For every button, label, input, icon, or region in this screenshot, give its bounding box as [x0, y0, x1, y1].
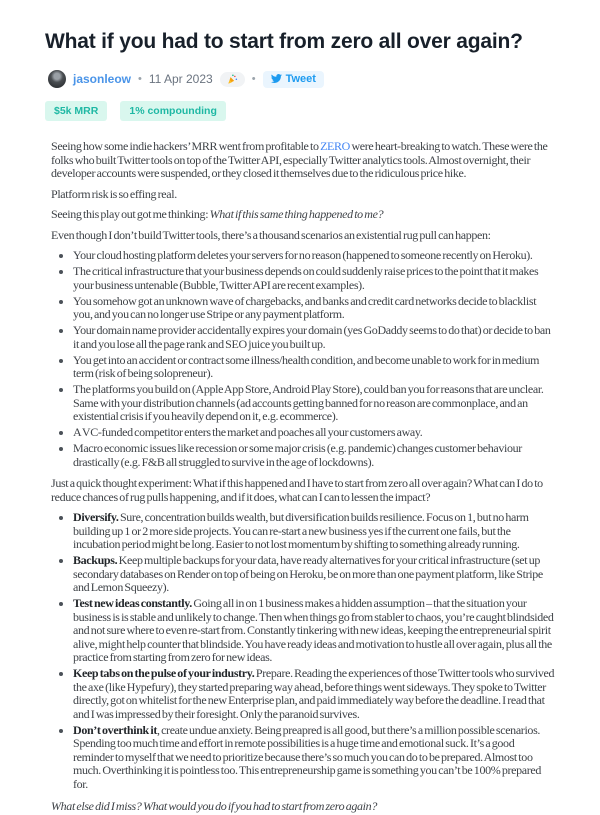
avatar[interactable]	[48, 70, 66, 88]
closing-question: What else did I miss? What would you do if you had to start from zero again?	[51, 799, 377, 813]
byline-separator-2: •	[251, 73, 256, 85]
tag-list	[45, 101, 555, 121]
paragraph-thinking-question: What if this same thing happened to me?	[209, 207, 384, 221]
tag-1pct-compounding[interactable]: 1% compounding	[120, 101, 226, 121]
paragraph-thinking-text: Seeing this play out got me thinking:	[51, 207, 210, 221]
strategy-text: Keep multiple backups for your data, have ready alternatives for your critical infrastructure (set up secondary databases on Render on top of being on Heroku, be on more than one payment platform, like Stripe and Lemon Squeezy).	[73, 553, 543, 594]
list-item: • Your domain name provider accidentally expires your domain (yes GoDaddy seems to do that) or decide to ban it and you lose all the page rank and SEO juice you built up.	[73, 324, 555, 351]
zero-link[interactable]: ZERO	[320, 139, 350, 153]
list-item: • The critical infrastructure that your business depends on could suddenly raise prices to the point that it makes your business untenable (Bubble, Twitter API are recent examples).	[73, 265, 555, 292]
list-item	[73, 724, 555, 792]
tweet-button[interactable]	[263, 71, 324, 88]
strategy-text: Prepare. Reading the experiences of those Twitter tools who survived the axe (like Hypefury), they started preparing way ahead, before things went sideways. They spoke to Twitter directly, got on whitelist for the new Enterprise plan, and paid immediately way before the deadline. I read that and I was impressed by their foresight. Only the paranoid survives.	[73, 666, 555, 721]
tag-5k-mrr[interactable]: $5k MRR	[45, 101, 107, 121]
list-item	[73, 511, 555, 552]
list-item	[73, 667, 555, 721]
paragraph-platform-risk: Platform risk is so effing real.	[51, 186, 177, 201]
list-item: • The platforms you build on (Apple App Store, Android Play Store), could ban you for reasons that are unclear. Same with your distribution channels (ad accounts getting banned for no reason are commonplace, and an existential crisis if you heavily depend on it, e.g. ecommerce).	[73, 383, 555, 424]
list-item: • You get into an accident or contract some illness/health condition, and become unable to work for in medium term (risk of being solopreneur).	[73, 354, 555, 381]
list-item: • Macro economic issues like recession or some major crisis (e.g. pandemic) changes customer behaviour drastically (e.g. F&B all struggled to survive in the age of lockdowns).	[73, 442, 555, 469]
streak-badge	[220, 72, 245, 87]
strategy-lead: Keep tabs on the pulse of your industry.	[73, 666, 255, 680]
post-body	[51, 140, 555, 814]
party-popper-icon	[227, 74, 238, 85]
list-item	[73, 597, 555, 665]
scenario-list	[51, 249, 555, 469]
twitter-bird-icon	[271, 73, 282, 84]
strategy-text: Sure, concentration builds wealth, but diversification builds resilience. Focus on 1, but no harm building up 1 or 2 more side projects. You can re-start a new business yes if the current one fails, but the incubation period might be long. Easier to not lost momentum by shifting to something already running.	[73, 510, 529, 551]
strategy-lead: Backups.	[73, 553, 118, 567]
paragraph-intro-text-2: were heart-breaking to watch. These were the folks who built Twitter tools on top of the Twitter API, especially Twitter analytics tools. Almost overnight, their developer accounts were suspended, or they closed it themselves due to the ridiculous price hike.	[51, 139, 548, 180]
list-item: • A VC-funded competitor enters the market and poaches all your customers away.	[73, 426, 555, 440]
paragraph-scenarios-lead: Even though I don’t build Twitter tools, there’s a thousand scenarios an existential rug pull can happen:	[51, 227, 491, 242]
post-date: 11 Apr 2023	[148, 72, 213, 86]
paragraph-thought-experiment: Just a quick thought experiment: What if this happened and I have to start from zero all over again? What can I do to reduce chances of rug pulls happening, and if it does, what can I can to lessen the impact?	[51, 476, 543, 504]
list-item: • You somehow got an unknown wave of chargebacks, and banks and credit card networks decide to blacklist you, and you can no longer use Stripe or any payment platform.	[73, 295, 555, 322]
paragraph-closing	[51, 800, 555, 814]
list-item	[73, 554, 555, 595]
strategy-lead: Diversify.	[73, 510, 119, 524]
strategy-list	[51, 511, 555, 791]
byline	[48, 70, 555, 88]
strategy-text: , create undue anxiety. Being preapred is all good, but there’s a million possible scenarios. Spending too much time and effort in remote possibilities is a huge time and emotional suck. It’s a good reminder to myself that we need to prioritize because there’s so much you can do to be prepared. Almost too much. Overthinking it is pointless too. This entrepreneurship game is something you can’t be 100% prepared for.	[73, 722, 542, 791]
byline-separator: •	[138, 73, 142, 85]
author-link[interactable]: jasonleow	[73, 72, 132, 86]
tweet-button-label: Tweet	[285, 72, 316, 85]
strategy-text: Going all in on 1 business makes a hidden assumption – that the situation your business is is stable and unlikely to change. Then when things go from stabler to chaos, you’re caught blindsided and not sure where to even re-start from. Constantly tinkering with new ideas, keeping the entrepreneurial spirit alive, might help counter that blindside. You have ready ideas and motivation to hustle all over again, plus all the practice from starting from zero for new ideas.	[73, 596, 554, 664]
paragraph-thinking	[51, 208, 555, 222]
list-item: • Your cloud hosting platform deletes your servers for no reason (happened to someone recently on Heroku).	[73, 249, 555, 263]
strategy-lead: Test new ideas constantly.	[73, 596, 192, 610]
page-title: What if you had to start from zero all over again?	[45, 30, 523, 53]
paragraph-intro-text: Seeing how some indie hackers’ MRR went from profitable to	[51, 139, 321, 153]
paragraph-intro	[51, 140, 555, 181]
strategy-lead: Don’t overthink it	[73, 722, 157, 737]
